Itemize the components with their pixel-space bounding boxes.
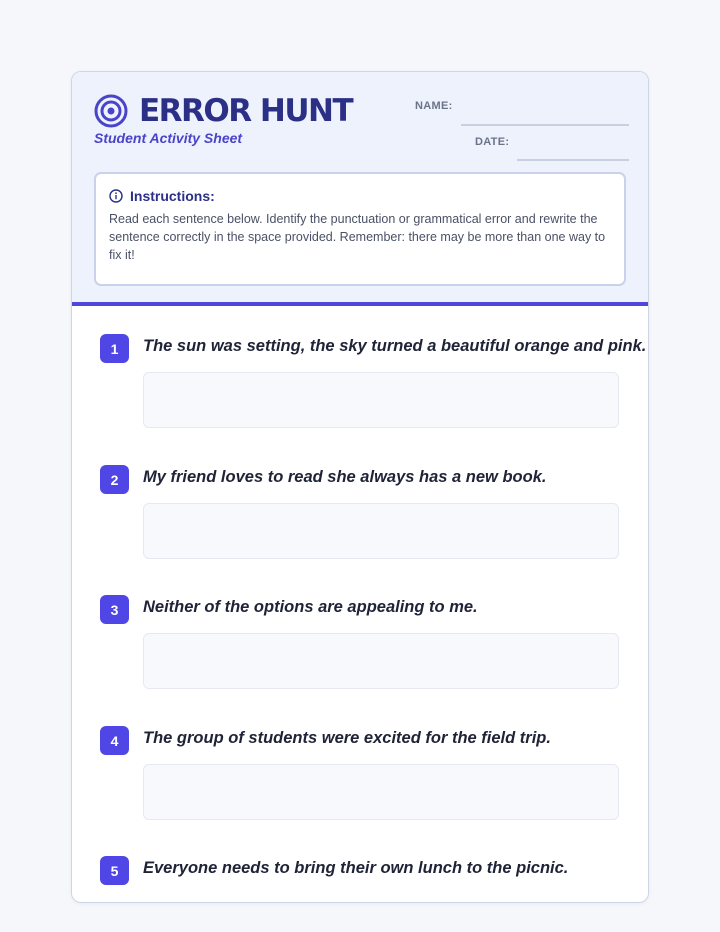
info-icon — [109, 189, 123, 203]
instructions-box — [94, 172, 626, 286]
instructions-text: Read each sentence below. Identify the punctuation or grammatical error and rewrite the sentence correctly in the space provided. Remember: there may be more than one way to fix it! — [109, 212, 606, 262]
question-sentence: The group of students were excited for the field trip. — [143, 729, 551, 747]
answer-field[interactable] — [143, 372, 619, 428]
instructions-heading-row — [109, 188, 611, 204]
name-line[interactable] — [461, 124, 629, 126]
target-icon — [94, 94, 128, 128]
instructions-heading: Instructions: — [130, 188, 215, 204]
page-subtitle: Student Activity Sheet — [94, 130, 243, 146]
date-field[interactable] — [475, 136, 629, 148]
answer-field[interactable] — [143, 633, 619, 689]
answer-field[interactable] — [143, 764, 619, 820]
name-label: NAME: — [415, 100, 453, 112]
date-line[interactable] — [517, 159, 629, 161]
sheet-header — [72, 72, 648, 306]
question-number-badge: 5 — [100, 856, 129, 885]
answer-field[interactable] — [143, 503, 619, 559]
page-title: ERROR HUNT — [139, 93, 353, 129]
question-number-badge: 3 — [100, 595, 129, 624]
question-sentence: Everyone needs to bring their own lunch to the picnic. — [143, 859, 569, 877]
activity-sheet — [71, 71, 649, 903]
question-sentence: The sun was setting, the sky turned a beautiful orange and pink. — [143, 337, 647, 355]
question-number-badge: 4 — [100, 726, 129, 755]
question-number-badge: 2 — [100, 465, 129, 494]
date-label: DATE: — [475, 136, 510, 148]
question-sentence: My friend loves to read she always has a new book. — [143, 468, 547, 486]
name-field[interactable] — [415, 100, 629, 112]
question-sentence: Neither of the options are appealing to me. — [143, 598, 478, 616]
question-number-badge: 1 — [100, 334, 129, 363]
logo-row — [94, 94, 352, 128]
